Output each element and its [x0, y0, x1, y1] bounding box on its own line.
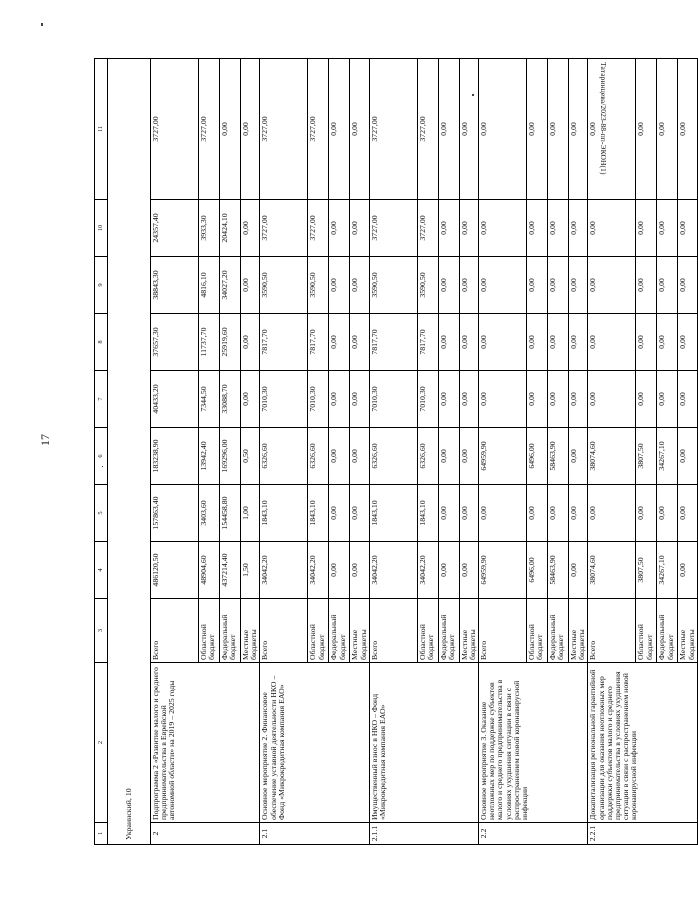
- value-cell: 0,00: [636, 314, 657, 371]
- value-cell: 0,00: [459, 257, 478, 314]
- value-cell: 0,00: [548, 371, 569, 428]
- value-cell: 3727,00: [417, 59, 438, 200]
- value-cell: 3807,50: [636, 542, 657, 599]
- value-cell: 0,00: [438, 371, 459, 428]
- value-cell: 0,00: [479, 200, 527, 257]
- value-cell: 34042,20: [260, 542, 308, 599]
- column-number-cell: 7: [95, 371, 108, 428]
- value-cell: 6326,60: [308, 428, 329, 485]
- value-cell: 1843,10: [417, 485, 438, 542]
- value-cell: 0,00: [350, 200, 369, 257]
- value-cell: 0,00: [548, 314, 569, 371]
- value-cell: 58463,90: [548, 542, 569, 599]
- value-cell: 0,00: [678, 485, 697, 542]
- row-name: Докапитализация региональной гарантийной организации для оказания неотложных мер поддержки субъектов малого и среднего предпринимательства в условиях ухудшения ситуации в связи с распространением новой коронавирусной инфекции: [588, 663, 697, 823]
- value-cell: 0,00: [241, 371, 260, 428]
- funding-source: Всего: [260, 599, 308, 663]
- value-cell: 0,00: [438, 428, 459, 485]
- value-cell: 0,00: [527, 314, 548, 371]
- value-cell: 154458,80: [220, 485, 241, 542]
- value-cell: 34267,10: [657, 542, 678, 599]
- value-cell: 3727,00: [308, 59, 329, 200]
- funding-source: Областной бюджет: [308, 599, 329, 663]
- value-cell: 0,00: [548, 257, 569, 314]
- value-cell: 3933,30: [199, 200, 220, 257]
- funding-source: Федеральный бюджет: [438, 599, 459, 663]
- value-cell: 0,00: [459, 59, 478, 200]
- column-number-cell: 1: [95, 823, 108, 845]
- document-code: Татаринцева/2023-88-пп-ЭКОН(1): [599, 62, 608, 175]
- value-cell: 0,00: [329, 314, 350, 371]
- budget-table: [94, 58, 698, 845]
- value-cell: 7010,30: [369, 371, 417, 428]
- value-cell: 38074,60: [588, 542, 636, 599]
- value-cell: 0,00: [678, 428, 697, 485]
- value-cell: 0,00: [241, 200, 260, 257]
- value-cell: 7817,70: [369, 314, 417, 371]
- value-cell: 7010,30: [260, 371, 308, 428]
- value-cell: 0,00: [329, 257, 350, 314]
- data-row: [260, 59, 308, 845]
- value-cell: 0,00: [438, 59, 459, 200]
- value-cell: 0,00: [527, 59, 548, 200]
- value-cell: 0,00: [479, 314, 527, 371]
- value-cell: 0,00: [220, 59, 241, 200]
- value-cell: 0,00: [350, 314, 369, 371]
- funding-source: Федеральный бюджет: [657, 599, 678, 663]
- continuation-cell: Украинский, 10: [108, 59, 151, 845]
- value-cell: 0,00: [241, 257, 260, 314]
- funding-source: Местные бюджеты: [459, 599, 478, 663]
- row-name: Имущественный взнос в НКО – Фонд «Микрокредитная компания ЕАО»: [369, 663, 478, 823]
- value-cell: 0,00: [678, 542, 697, 599]
- value-cell: 3727,00: [199, 59, 220, 200]
- value-cell: 0,00: [438, 542, 459, 599]
- value-cell: 0,00: [479, 371, 527, 428]
- row-code: 2.1.1: [369, 823, 478, 845]
- value-cell: 11737,70: [199, 314, 220, 371]
- value-cell: 0,00: [479, 257, 527, 314]
- value-cell: 13942,40: [199, 428, 220, 485]
- column-number-cell: 6: [95, 428, 108, 485]
- funding-source: Местные бюджеты: [569, 599, 588, 663]
- value-cell: 0,00: [569, 485, 588, 542]
- funding-source: Областной бюджет: [199, 599, 220, 663]
- value-cell: 3590,50: [308, 257, 329, 314]
- value-cell: 7344,50: [199, 371, 220, 428]
- scan-speck: [41, 23, 43, 26]
- value-cell: 34027,20: [220, 257, 241, 314]
- value-cell: 6326,60: [260, 428, 308, 485]
- value-cell: 3590,50: [260, 257, 308, 314]
- value-cell: 0,50: [241, 428, 260, 485]
- value-cell: 1843,10: [369, 485, 417, 542]
- value-cell: 0,00: [548, 485, 569, 542]
- value-cell: 0,00: [636, 59, 657, 200]
- column-number-cell: 3: [95, 599, 108, 663]
- funding-source: Местные бюджеты: [241, 599, 260, 663]
- value-cell: 0,00: [241, 314, 260, 371]
- value-cell: 6326,60: [417, 428, 438, 485]
- data-row: [479, 59, 527, 845]
- value-cell: 0,00: [588, 200, 636, 257]
- funding-source: Всего: [479, 599, 527, 663]
- value-cell: 0,00: [569, 200, 588, 257]
- value-cell: 0,00: [350, 59, 369, 200]
- value-cell: 34042,20: [369, 542, 417, 599]
- value-cell: 3727,00: [417, 200, 438, 257]
- value-cell: 3590,50: [417, 257, 438, 314]
- value-cell: 486120,50: [151, 542, 199, 599]
- value-cell: 7010,30: [308, 371, 329, 428]
- funding-source: Областной бюджет: [417, 599, 438, 663]
- funding-source: Всего: [369, 599, 417, 663]
- value-cell: 38074,60: [588, 428, 636, 485]
- value-cell: 38843,30: [151, 257, 199, 314]
- value-cell: 48904,60: [199, 542, 220, 599]
- value-cell: 3590,50: [369, 257, 417, 314]
- value-cell: 0,00: [636, 257, 657, 314]
- value-cell: 3727,00: [308, 200, 329, 257]
- value-cell: 0,00: [438, 257, 459, 314]
- value-cell: 0,00: [636, 485, 657, 542]
- value-cell: 0,00: [569, 428, 588, 485]
- value-cell: 0,00: [527, 371, 548, 428]
- data-row: [151, 59, 199, 845]
- funding-source: Федеральный бюджет: [220, 599, 241, 663]
- value-cell: 3727,00: [369, 200, 417, 257]
- value-cell: 0,00: [350, 428, 369, 485]
- value-cell: 34267,10: [657, 428, 678, 485]
- value-cell: 0,00: [329, 371, 350, 428]
- column-number-cell: 8: [95, 314, 108, 371]
- value-cell: 0,00: [678, 59, 697, 200]
- column-number-row: [95, 59, 108, 845]
- column-number-cell: 5: [95, 485, 108, 542]
- value-cell: 33088,70: [220, 371, 241, 428]
- value-cell: 1843,10: [260, 485, 308, 542]
- value-cell: 0,00: [569, 59, 588, 200]
- value-cell: 0,00: [657, 371, 678, 428]
- funding-source: Областной бюджет: [636, 599, 657, 663]
- value-cell: 34042,20: [308, 542, 329, 599]
- value-cell: 40433,20: [151, 371, 199, 428]
- funding-source: Всего: [151, 599, 199, 663]
- value-cell: 0,00: [527, 485, 548, 542]
- value-cell: 157863,40: [151, 485, 199, 542]
- value-cell: 0,00: [657, 485, 678, 542]
- data-row: [588, 59, 636, 845]
- column-number-cell: 9: [95, 257, 108, 314]
- funding-source: Местные бюджеты: [350, 599, 369, 663]
- value-cell: 0,00: [678, 371, 697, 428]
- row-name: Подпрограмма 2 «Развитие малого и среднего предпринимательства в Еврейской автономной области» на 2019 – 2025 годы: [151, 663, 260, 823]
- value-cell: 0,00: [657, 257, 678, 314]
- value-cell: 0,00: [569, 314, 588, 371]
- value-cell: 0,00: [657, 200, 678, 257]
- value-cell: 7817,70: [260, 314, 308, 371]
- value-cell: 0,00: [459, 371, 478, 428]
- table-body: [95, 59, 698, 845]
- continuation-row: [108, 59, 151, 845]
- row-code: 2: [151, 823, 260, 845]
- value-cell: 7010,30: [417, 371, 438, 428]
- value-cell: 0,00: [569, 371, 588, 428]
- value-cell: 0,00: [350, 485, 369, 542]
- value-cell: 0,00: [657, 314, 678, 371]
- row-code: 2.2.1: [588, 823, 697, 845]
- value-cell: 24357,40: [151, 200, 199, 257]
- value-cell: 0,00: [438, 200, 459, 257]
- value-cell: 34042,20: [417, 542, 438, 599]
- value-cell: 0,00: [678, 200, 697, 257]
- value-cell: 25919,60: [220, 314, 241, 371]
- row-name: Основное мероприятие 3. Оказание неотложных мер по поддержке субъектов малого и среднего предпринимательства в условиях ухудшения ситуации в связи с распространением новой коронавирусной инфекции: [479, 663, 588, 823]
- value-cell: 4816,10: [199, 257, 220, 314]
- value-cell: 0,00: [459, 314, 478, 371]
- value-cell: 0,00: [588, 314, 636, 371]
- value-cell: 1,00: [241, 485, 260, 542]
- value-cell: 0,00: [479, 485, 527, 542]
- value-cell: 0,00: [479, 59, 527, 200]
- funding-source: Федеральный бюджет: [548, 599, 569, 663]
- funding-source: Всего: [588, 599, 636, 663]
- value-cell: 0,00: [350, 542, 369, 599]
- value-cell: 0,00: [350, 257, 369, 314]
- value-cell: 0,00: [588, 59, 636, 200]
- value-cell: 0,00: [241, 59, 260, 200]
- value-cell: 3807,50: [636, 428, 657, 485]
- value-cell: 1843,10: [308, 485, 329, 542]
- value-cell: 0,00: [548, 59, 569, 200]
- funding-source: Областной бюджет: [527, 599, 548, 663]
- value-cell: 0,00: [588, 257, 636, 314]
- value-cell: 0,00: [636, 371, 657, 428]
- value-cell: 0,00: [459, 542, 478, 599]
- value-cell: 0,00: [588, 371, 636, 428]
- funding-source: Местные бюджеты: [678, 599, 697, 663]
- value-cell: 3727,00: [260, 200, 308, 257]
- row-name: Основное мероприятие 2. Финансовое обеспечение уставной деятельности НКО – Фонд «Микрокредитная компания ЕАО»: [260, 663, 369, 823]
- value-cell: 7817,70: [308, 314, 329, 371]
- value-cell: 0,00: [678, 257, 697, 314]
- value-cell: 0,00: [569, 542, 588, 599]
- value-cell: 37657,30: [151, 314, 199, 371]
- column-number-cell: 11: [95, 59, 108, 200]
- funding-source: Федеральный бюджет: [329, 599, 350, 663]
- column-number-cell: 10: [95, 200, 108, 257]
- value-cell: 0,00: [438, 314, 459, 371]
- value-cell: 3727,00: [151, 59, 199, 200]
- value-cell: 6326,60: [369, 428, 417, 485]
- value-cell: 1,50: [241, 542, 260, 599]
- value-cell: 0,00: [459, 485, 478, 542]
- row-code: 2.1: [260, 823, 369, 845]
- value-cell: 0,00: [438, 485, 459, 542]
- data-row: [369, 59, 417, 845]
- value-cell: 3403,60: [199, 485, 220, 542]
- row-code: 2.2: [479, 823, 588, 845]
- value-cell: 0,00: [329, 485, 350, 542]
- value-cell: 0,00: [678, 314, 697, 371]
- value-cell: 6496,00: [527, 428, 548, 485]
- value-cell: 6496,00: [527, 542, 548, 599]
- value-cell: 0,00: [527, 257, 548, 314]
- column-number-cell: 4: [95, 542, 108, 599]
- page-number: 17: [38, 434, 52, 446]
- value-cell: 64959,90: [479, 428, 527, 485]
- value-cell: 20424,10: [220, 200, 241, 257]
- value-cell: 7817,70: [417, 314, 438, 371]
- value-cell: 0,00: [657, 59, 678, 200]
- value-cell: 0,00: [350, 371, 369, 428]
- value-cell: 58463,90: [548, 428, 569, 485]
- value-cell: 3727,00: [260, 59, 308, 200]
- column-number-cell: 2: [95, 663, 108, 823]
- value-cell: 0,00: [329, 542, 350, 599]
- value-cell: 0,00: [459, 428, 478, 485]
- value-cell: 437214,40: [220, 542, 241, 599]
- value-cell: 0,00: [588, 485, 636, 542]
- value-cell: 0,00: [329, 59, 350, 200]
- value-cell: 0,00: [569, 257, 588, 314]
- value-cell: 3727,00: [369, 59, 417, 200]
- value-cell: 0,00: [459, 200, 478, 257]
- value-cell: 64959,90: [479, 542, 527, 599]
- value-cell: 0,00: [329, 200, 350, 257]
- value-cell: 0,00: [636, 200, 657, 257]
- value-cell: 0,00: [329, 428, 350, 485]
- value-cell: 183238,90: [151, 428, 199, 485]
- value-cell: 0,00: [548, 200, 569, 257]
- value-cell: 0,00: [527, 200, 548, 257]
- value-cell: 169296,00: [220, 428, 241, 485]
